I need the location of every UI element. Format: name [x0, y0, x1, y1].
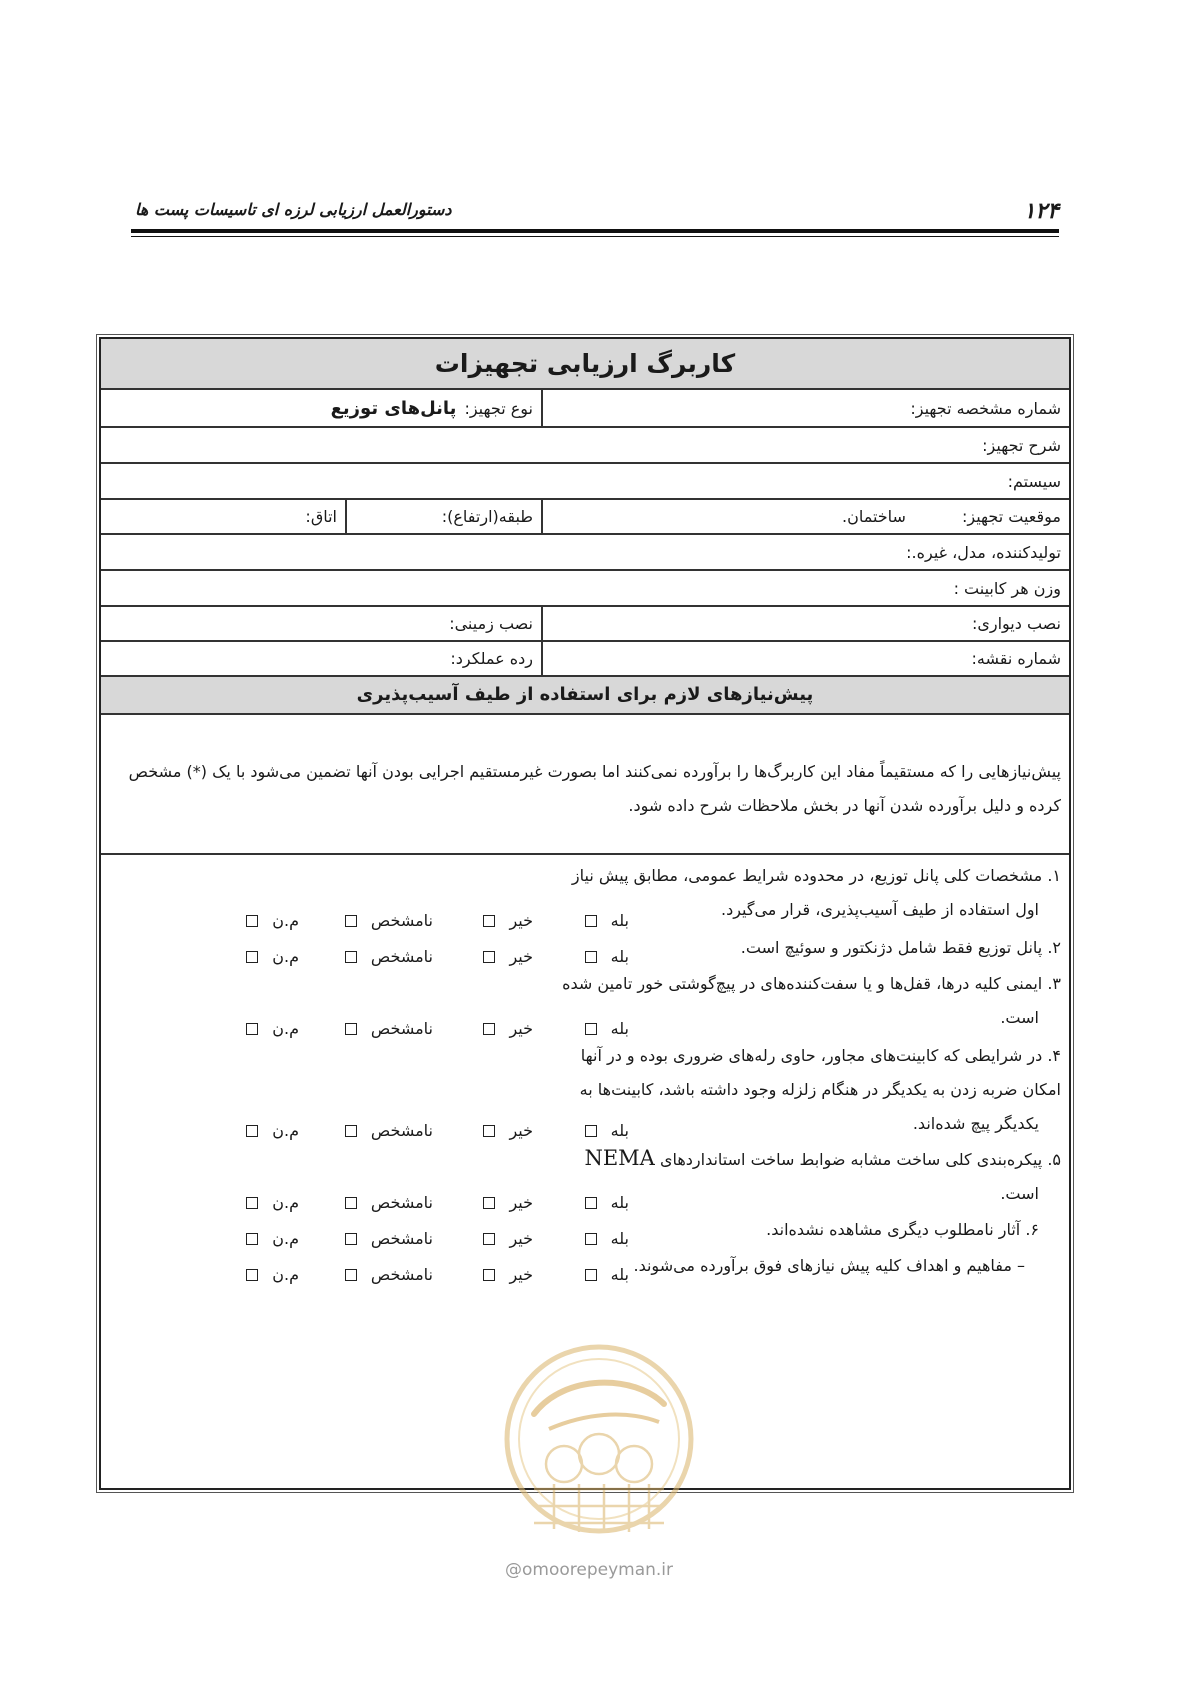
- description-label: شرح تجهیز:: [982, 435, 1061, 455]
- checklist-item: – مفاهیم و اهداف کلیه پیش نیازهای فوق برآورده می‌شوند.: [633, 1256, 1025, 1275]
- checkbox[interactable]: [246, 1197, 258, 1209]
- row-system: [101, 464, 1069, 500]
- option-no-5[interactable]: [483, 1193, 533, 1212]
- option-label: بله: [610, 1265, 629, 1284]
- option-yes-2[interactable]: [585, 947, 629, 966]
- checkbox[interactable]: [246, 915, 258, 927]
- option-no-1[interactable]: [483, 911, 533, 930]
- checklist-item: ۶. آثار نامطلوب دیگری مشاهده نشده‌اند.: [766, 1220, 1039, 1239]
- option-unknown-7[interactable]: [345, 1265, 433, 1284]
- location-label: موقعیت تجهیز:: [961, 507, 1061, 526]
- answer-options: [159, 947, 629, 977]
- note-line: پیش‌نیازهایی را که مستقیماً مفاد این کاربرگ‌ها را برآورده نمی‌کنند اما بصورت غیرمستقیم اجرایی بودن آنها تضمین می‌شود با یک (*) مشخص: [128, 762, 1061, 781]
- checkbox[interactable]: [483, 1269, 495, 1281]
- system-label: سیستم:: [1007, 471, 1061, 491]
- option-no-6[interactable]: [483, 1229, 533, 1248]
- floor-mount-label: نصب زمینی:: [449, 614, 533, 633]
- option-label: خیر: [509, 1121, 533, 1140]
- option-unknown-3[interactable]: [345, 1019, 433, 1038]
- form-title: کاربرگ ارزیابی تجهیزات: [101, 339, 1069, 390]
- option-label: خیر: [509, 1229, 533, 1248]
- option-label: م.ن: [272, 1019, 299, 1038]
- option-yes-7[interactable]: [585, 1265, 629, 1284]
- option-label: خیر: [509, 947, 533, 966]
- checklist-item: ۱. مشخصات کلی پانل توزیع، در محدوده شرایط عمومی، مطابق پیش نیاز اول استفاده از طیف آسیب‌پذیری، قرار می‌گیرد.: [571, 866, 1061, 919]
- checkbox[interactable]: [483, 915, 495, 927]
- header-rule-thick: [131, 229, 1059, 233]
- answer-options: [159, 1193, 629, 1223]
- divider: [541, 607, 543, 640]
- checkbox[interactable]: [345, 1269, 357, 1281]
- option-label: بله: [610, 947, 629, 966]
- option-label: بله: [610, 1019, 629, 1038]
- prerequisites-note: [101, 715, 1069, 855]
- drawing-number-field[interactable]: [541, 642, 1069, 675]
- checkbox[interactable]: [483, 1023, 495, 1035]
- option-no-3[interactable]: [483, 1019, 533, 1038]
- option-na-1[interactable]: [246, 911, 299, 930]
- equipment-id-field[interactable]: [541, 390, 1069, 426]
- checkbox[interactable]: [345, 1197, 357, 1209]
- checkbox[interactable]: [483, 1233, 495, 1245]
- option-label: نامشخص: [370, 1121, 433, 1140]
- option-label: بله: [610, 911, 629, 930]
- checkbox[interactable]: [345, 1125, 357, 1137]
- option-no-4[interactable]: [483, 1121, 533, 1140]
- option-yes-5[interactable]: [585, 1193, 629, 1212]
- divider: [541, 642, 543, 675]
- option-no-2[interactable]: [483, 947, 533, 966]
- option-label: م.ن: [272, 1265, 299, 1284]
- option-label: نامشخص: [370, 911, 433, 930]
- checkbox[interactable]: [483, 1197, 495, 1209]
- option-unknown-1[interactable]: [345, 911, 433, 930]
- checkbox[interactable]: [585, 1233, 597, 1245]
- checklist-item: ۵. پیکره‌بندی کلی ساخت مشابه ضوابط ساخت استانداردهای NEMA است.: [584, 1146, 1061, 1203]
- option-label: بله: [610, 1121, 629, 1140]
- option-label: نامشخص: [370, 1019, 433, 1038]
- checklist-item: ۲. پانل توزیع فقط شامل دژنکتور و سوئیچ است.: [740, 938, 1061, 957]
- option-label: خیر: [509, 1265, 533, 1284]
- floor-field[interactable]: [345, 500, 541, 533]
- divider: [345, 500, 347, 533]
- floor-mount-field[interactable]: [101, 607, 541, 640]
- equipment-assessment-form: [99, 337, 1071, 1490]
- checklist-item: ۳. ایمنی کلیه درها، قفل‌ها و یا سفت‌کننده‌های در پیچ‌گوشتی خور تامین شده است.: [562, 974, 1061, 1027]
- option-na-3[interactable]: [246, 1019, 299, 1038]
- row-mounting: [101, 607, 1069, 642]
- page-number: ۱۲۴: [1023, 198, 1059, 224]
- option-unknown-2[interactable]: [345, 947, 433, 966]
- checklist-item: ۴. در شرایطی که کابینت‌های مجاور، حاوی رله‌های ضروری بوده و در آنها امکان ضربه زدن به یکدیگر در هنگام زلزله وجود داشته باشد، کابینت‌ها به یکدیگر پیچ شده‌اند.: [579, 1046, 1061, 1133]
- running-header: [131, 192, 1059, 234]
- answer-options: [159, 1019, 629, 1049]
- room-label: اتاق:: [305, 507, 337, 526]
- option-label: بله: [610, 1229, 629, 1248]
- option-label: بله: [610, 1193, 629, 1212]
- divider: [541, 390, 543, 426]
- checkbox[interactable]: [483, 1125, 495, 1137]
- option-na-7[interactable]: [246, 1265, 299, 1284]
- option-unknown-5[interactable]: [345, 1193, 433, 1212]
- row-description: [101, 428, 1069, 464]
- equipment-type-label: نوع تجهیز:: [464, 398, 533, 418]
- building-label: ساختمان.: [842, 507, 906, 526]
- cabinet-weight-field[interactable]: [101, 571, 1069, 605]
- publisher-logo: [494, 1334, 704, 1544]
- option-na-4[interactable]: [246, 1121, 299, 1140]
- checkbox[interactable]: [585, 915, 597, 927]
- option-yes-6[interactable]: [585, 1229, 629, 1248]
- equipment-description-field[interactable]: [101, 428, 1069, 462]
- option-unknown-4[interactable]: [345, 1121, 433, 1140]
- option-label: م.ن: [272, 947, 299, 966]
- checkbox[interactable]: [585, 1197, 597, 1209]
- checkbox[interactable]: [345, 1023, 357, 1035]
- option-label: م.ن: [272, 1229, 299, 1248]
- checkbox[interactable]: [246, 951, 258, 963]
- checkbox[interactable]: [585, 1023, 597, 1035]
- drawing-number-label: شماره نقشه:: [971, 649, 1061, 668]
- option-na-6[interactable]: [246, 1229, 299, 1248]
- row-cabinet-weight: [101, 571, 1069, 607]
- room-field[interactable]: [101, 500, 345, 533]
- checkbox[interactable]: [345, 1233, 357, 1245]
- option-na-2[interactable]: [246, 947, 299, 966]
- answer-options: [159, 911, 629, 941]
- row-id-type: [101, 390, 1069, 428]
- checkbox[interactable]: [585, 951, 597, 963]
- row-drawing: [101, 642, 1069, 677]
- checkbox[interactable]: [246, 1023, 258, 1035]
- checkbox[interactable]: [585, 1269, 597, 1281]
- row-manufacturer: [101, 535, 1069, 571]
- cabinet-weight-label: وزن هر کابینت :: [953, 578, 1061, 598]
- location-field[interactable]: [541, 500, 1069, 533]
- checkbox[interactable]: [345, 915, 357, 927]
- option-no-7[interactable]: [483, 1265, 533, 1284]
- option-na-5[interactable]: [246, 1193, 299, 1212]
- option-label: خیر: [509, 1019, 533, 1038]
- equipment-type-value: پانل‌های توزیع: [330, 397, 457, 419]
- option-unknown-6[interactable]: [345, 1229, 433, 1248]
- option-yes-1[interactable]: [585, 911, 629, 930]
- option-yes-3[interactable]: [585, 1019, 629, 1038]
- option-label: نامشخص: [370, 947, 433, 966]
- option-label: خیر: [509, 911, 533, 930]
- note-line: کرده و دلیل برآورده شدن آنها در بخش ملاحظات شرح داده شود.: [628, 796, 1061, 815]
- manufacturer-field[interactable]: [101, 535, 1069, 569]
- wall-mount-label: نصب دیواری:: [971, 614, 1061, 633]
- option-label: نامشخص: [370, 1229, 433, 1248]
- manufacturer-label: تولیدکننده، مدل، غیره.:: [906, 542, 1061, 562]
- option-label: نامشخص: [370, 1193, 433, 1212]
- performance-class-field[interactable]: [101, 642, 541, 675]
- floor-label: طبقه(ارتفاع):: [441, 507, 533, 526]
- divider: [541, 500, 543, 533]
- answer-options: [159, 1229, 629, 1259]
- checkbox[interactable]: [246, 1269, 258, 1281]
- option-label: م.ن: [272, 1193, 299, 1212]
- option-yes-4[interactable]: [585, 1121, 629, 1140]
- performance-class-label: رده عملکرد:: [450, 649, 533, 668]
- option-label: خیر: [509, 1193, 533, 1212]
- checkbox[interactable]: [246, 1125, 258, 1137]
- answer-options: [159, 1121, 629, 1151]
- option-label: نامشخص: [370, 1265, 433, 1284]
- checkbox[interactable]: [246, 1233, 258, 1245]
- running-title: دستورالعمل ارزیابی لرزه ای تاسیسات پست ها: [135, 200, 452, 219]
- checkbox[interactable]: [345, 951, 357, 963]
- equipment-type-field[interactable]: [101, 390, 541, 426]
- checkbox[interactable]: [585, 1125, 597, 1137]
- checkbox[interactable]: [483, 951, 495, 963]
- watermark-site: @omoorepeyman.ir: [505, 1560, 674, 1580]
- option-label: م.ن: [272, 1121, 299, 1140]
- equipment-id-label: شماره مشخصه تجهیز:: [910, 398, 1061, 418]
- header-rule-thin: [131, 236, 1059, 237]
- prerequisites-heading: پیش‌نیازهای لازم برای استفاده از طیف آسیب‌پذیری: [101, 677, 1069, 715]
- answer-options: [159, 1265, 629, 1295]
- system-field[interactable]: [101, 464, 1069, 498]
- row-location: [101, 500, 1069, 535]
- option-label: م.ن: [272, 911, 299, 930]
- wall-mount-field[interactable]: [541, 607, 1069, 640]
- nema-text: NEMA: [584, 1146, 655, 1170]
